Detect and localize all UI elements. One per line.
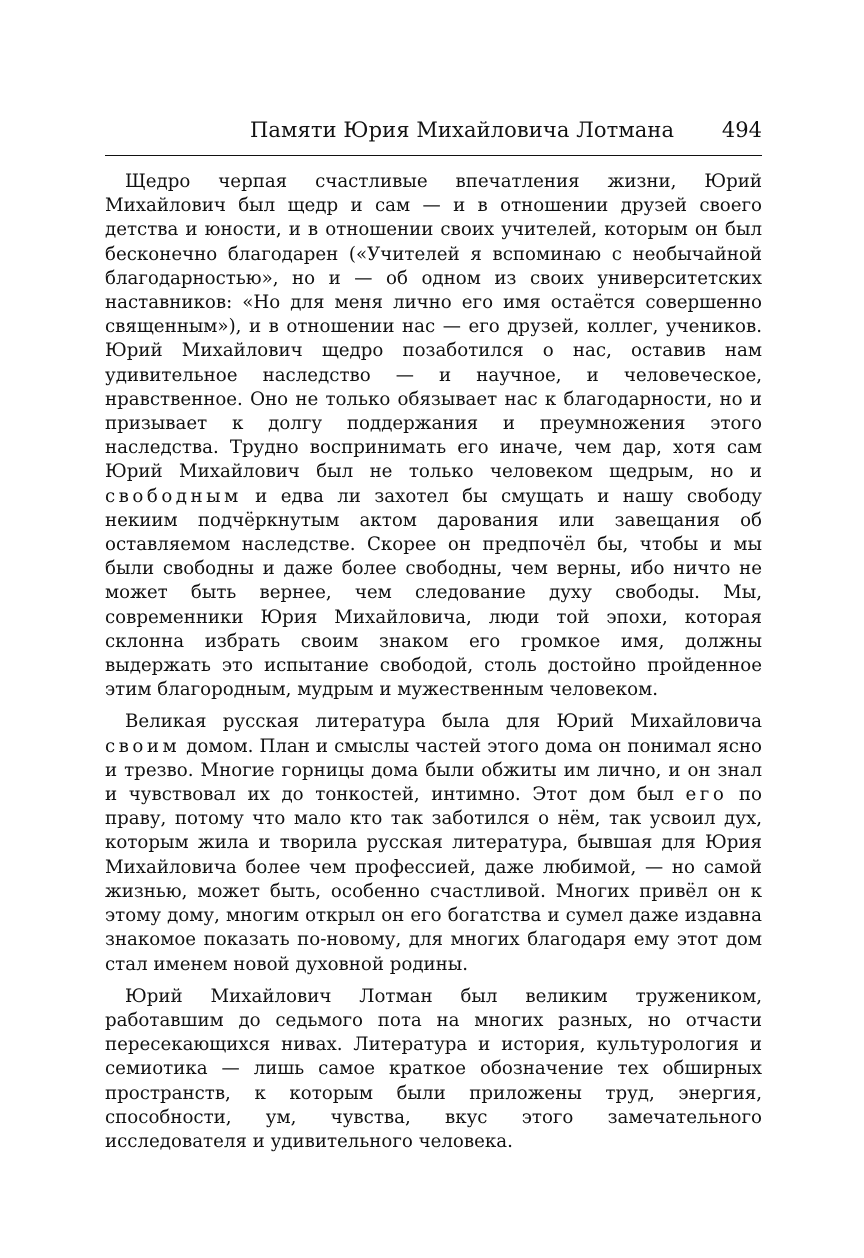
- paragraph-2: [105, 710, 762, 976]
- paragraph-1-text-b: и едва ли захотел бы смущать и нашу свободу некиим подчёркнутым актом дарования или завещания об оставляемом наследстве. Скорее он предпочёл бы, чтобы и мы были свободны и даже более свободны, чем верны, ибо ничто не может быть вернее, чем следование духу свободы. Мы, современники Юрия Михайловича, люди той эпохи, которая склонна избрать своим знаком его громкое имя, должны выдержать это испытание свободой, столь достойно пройденное этим благородным, мудрым и мужественным человеком.: [105, 485, 762, 701]
- header-rule: [105, 155, 762, 156]
- running-title: Памяти Юрия Михайловича Лотмана: [250, 118, 675, 142]
- paragraph-1-emphasis: свободным: [105, 485, 242, 507]
- paragraph-2-text-a: Великая русская литература была для Юрий Михайловича: [125, 711, 762, 733]
- paragraph-2-emphasis-2: его: [685, 784, 728, 806]
- paragraph-2-emphasis-1: своим: [105, 735, 181, 757]
- paragraph-2-text-c: по праву, потому что мало кто так заботился о нём, так усвоил дух, которым жила и творила русская литература, бывшая для Юрия Михайловича более чем профессией, даже любимой, — но самой жизнью, может быть, особенно счастливой. Многих привёл он к этому дому, многим открыл он его богатства и сумел даже издавна знакомое показать по-новому, для многих благодаря ему этот дом стал именем новой духовной родины.: [105, 784, 762, 975]
- body-text: [105, 170, 762, 1162]
- paragraph-1: [105, 170, 762, 702]
- paragraph-1-text-a: Щедро черпая счастливые впечатления жизни, Юрий Михайлович был щедр и сам — и в отношении друзей своего детства и юности, и в отношении своих учителей, которым он был бесконечно благодарен («Учителей я вспоминаю с необычайной благодарностью», но и — об одном из своих университетских наставников: «Но для меня лично его имя остаётся совершенно священным»), и в отношении нас — его друзей, коллег, учеников. Юрий Михайлович щедро позаботился о нас, оставив нам удивительное наследство — и научное, и человеческое, нравственное. Оно не только обязывает нас к благодарности, но и призывает к долгу поддержания и преумножения этого наследства. Трудно воспринимать его иначе, чем дар, хотя сам Юрий Михайлович был не только человеком щедрым, но и: [105, 171, 762, 483]
- running-head: [105, 118, 762, 148]
- paragraph-3: Юрий Михайлович Лотман был великим тружеником, работавшим до седьмого пота на многих разных, но отчасти пересекающихся нивах. Литература и история, культурология и семиотика — лишь самое краткое обозначение тех обширных пространств, к которым были приложены труд, энергия, способности, ум, чувства, вкус этого замечательного исследователя и удивительного человека.: [105, 985, 762, 1152]
- page-number: 494: [721, 118, 762, 142]
- paragraph-2-text-b: домом. План и смыслы частей этого дома он понимал ясно и трезво. Многие горницы дома были обжиты им лично, и он знал и чувствовал их до тонкостей, интимно. Этот дом был: [105, 735, 762, 806]
